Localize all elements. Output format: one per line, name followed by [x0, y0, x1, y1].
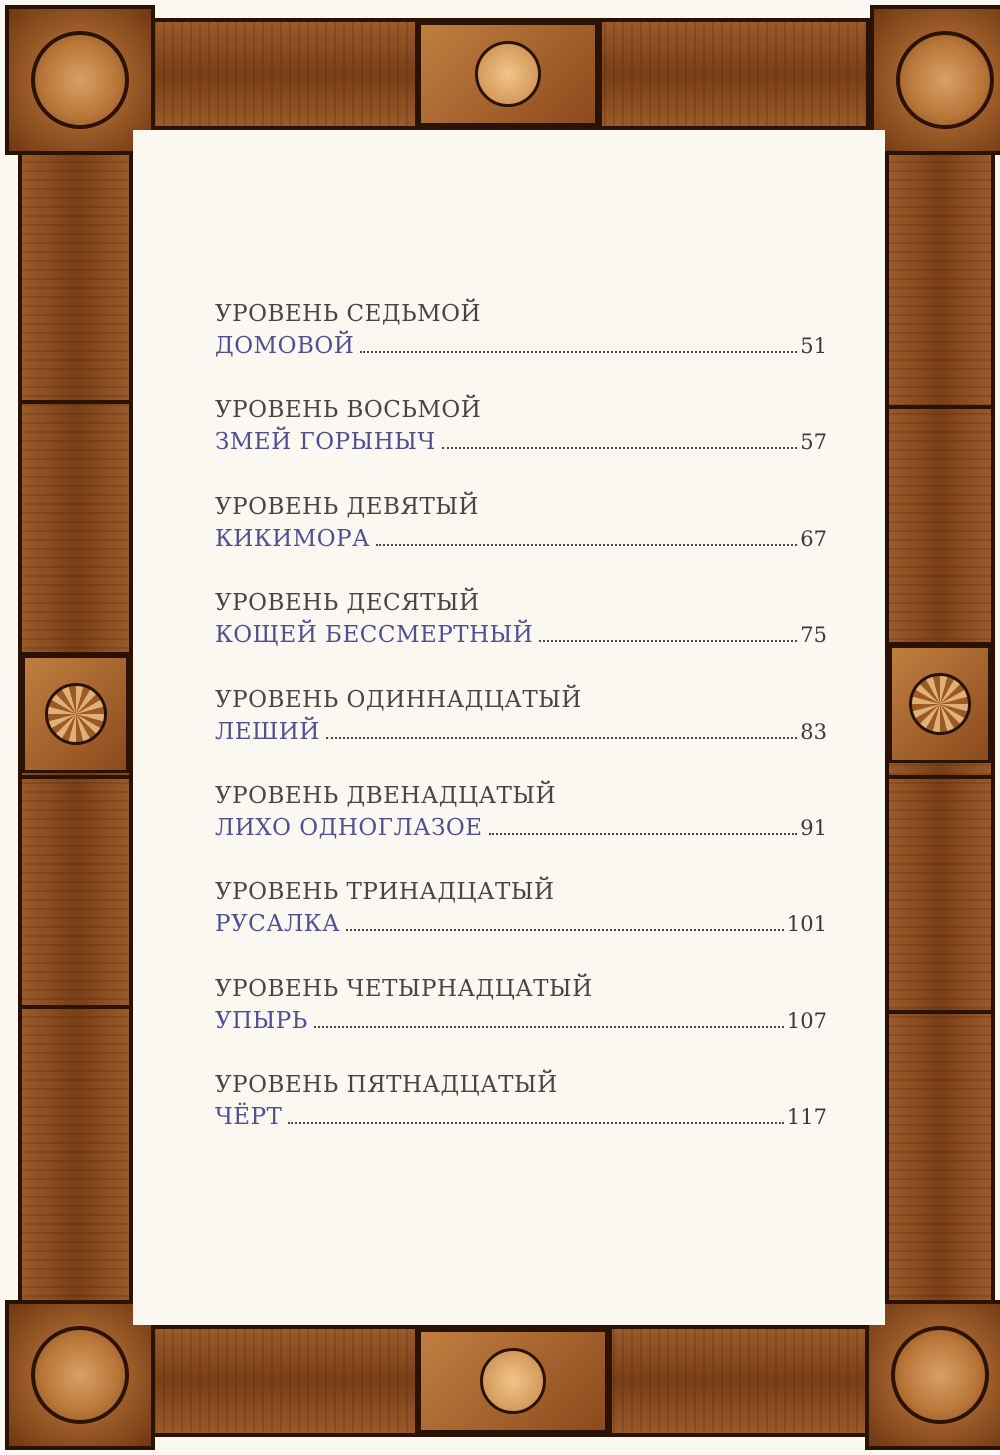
level-heading: УРОВЕНЬ ВОСЬМОЙ	[215, 397, 482, 424]
moon-face-icon	[418, 1329, 608, 1433]
toc-entry[interactable]	[215, 1069, 827, 1165]
dot-leader	[489, 832, 798, 835]
level-heading: УРОВЕНЬ СЕДЬМОЙ	[215, 301, 482, 327]
level-heading: УРОВЕНЬ ДВЕНАДЦАТЫЙ	[215, 782, 557, 809]
chapter-title: КИКИМОРА	[215, 525, 371, 552]
chapter-title: РУСАЛКА	[215, 911, 341, 938]
frame-divider	[889, 405, 992, 409]
sun-face-icon	[418, 22, 598, 126]
dot-leader	[360, 350, 797, 353]
dot-leader	[314, 1025, 784, 1028]
chapter-title: КОЩЕЙ БЕССМЕРТНЫЙ	[215, 622, 534, 649]
page-number: 51	[800, 334, 827, 358]
table-of-contents	[215, 298, 827, 1166]
dot-leader	[376, 543, 797, 546]
dot-leader	[288, 1121, 784, 1124]
level-heading: УРОВЕНЬ ОДИННАДЦАТЫЙ	[215, 686, 582, 713]
chapter-title: ЛЕШИЙ	[215, 718, 320, 745]
page-number: 117	[786, 1105, 827, 1130]
wolf-head-icon	[865, 1300, 1000, 1450]
page-number: 83	[800, 719, 827, 744]
toc-entry[interactable]	[215, 876, 827, 972]
toc-entry[interactable]	[215, 780, 827, 876]
frame-divider	[889, 1010, 992, 1014]
rosette-icon	[889, 645, 991, 763]
dot-leader	[442, 446, 798, 449]
frame-divider	[22, 1005, 130, 1009]
frame-divider	[22, 775, 130, 779]
chapter-title: ДОМОВОЙ	[215, 333, 355, 359]
rosette-icon	[22, 655, 129, 773]
frame-divider	[889, 775, 992, 779]
page-number: 91	[800, 815, 827, 840]
toc-entry[interactable]	[215, 298, 827, 394]
chapter-title: ЧЁРТ	[215, 1104, 283, 1131]
dot-leader	[346, 928, 784, 931]
frame-divider	[598, 22, 602, 128]
toc-entry[interactable]	[215, 394, 827, 490]
toc-entry[interactable]	[215, 973, 827, 1069]
dot-leader	[539, 639, 797, 642]
horse-head-icon	[870, 5, 1000, 155]
dot-leader	[326, 736, 797, 739]
toc-entry[interactable]	[215, 587, 827, 683]
frame-divider	[22, 400, 130, 404]
level-heading: УРОВЕНЬ ДЕВЯТЫЙ	[215, 493, 480, 520]
chapter-title: ЗМЕЙ ГОРЫНЫЧ	[215, 429, 436, 456]
level-heading: УРОВЕНЬ ЧЕТЫРНАДЦАТЫЙ	[215, 975, 593, 1002]
chapter-title: УПЫРЬ	[215, 1007, 308, 1034]
toc-entry[interactable]	[215, 491, 827, 587]
page-number: 57	[800, 430, 827, 455]
toc-entry[interactable]	[215, 684, 827, 780]
frame-divider	[608, 1329, 612, 1435]
chapter-title: ЛИХО ОДНОГЛАЗОЕ	[215, 814, 483, 841]
page-number: 75	[800, 623, 827, 648]
page-number: 107	[786, 1008, 827, 1033]
level-heading: УРОВЕНЬ ТРИНАДЦАТЫЙ	[215, 879, 555, 906]
level-heading: УРОВЕНЬ ПЯТНАДЦАТЫЙ	[215, 1072, 558, 1099]
page-number: 67	[800, 526, 827, 551]
page-number: 101	[786, 912, 827, 937]
level-heading: УРОВЕНЬ ДЕСЯТЫЙ	[215, 590, 480, 617]
